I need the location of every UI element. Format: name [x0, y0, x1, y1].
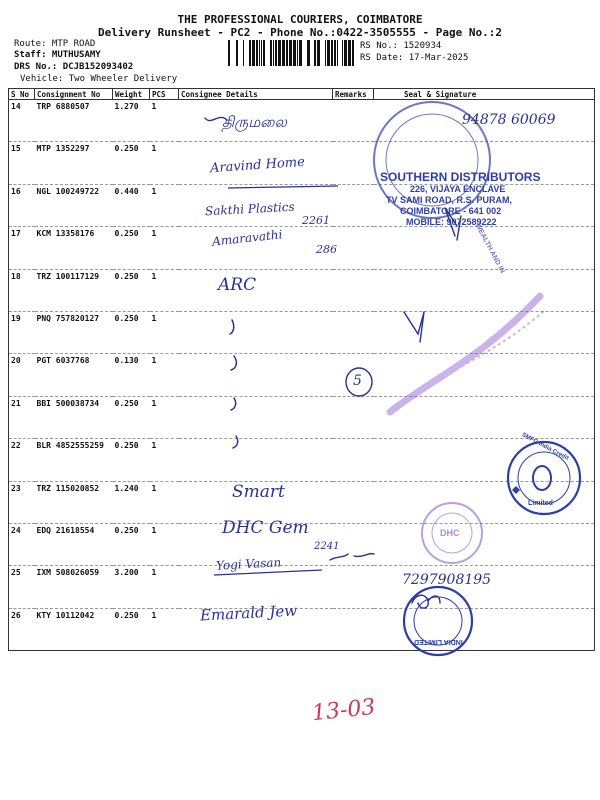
- row-sno: 15: [9, 142, 35, 184]
- southern-stamp-line3: COIMBATORE - 641 002: [400, 206, 502, 216]
- row-sno: 19: [9, 311, 35, 353]
- hw-row25: Yogi Vasan: [215, 555, 282, 573]
- row-consignment-no: KTY 10112042: [35, 608, 113, 650]
- staff-label: Staff: MUTHUSAMY: [14, 50, 101, 60]
- rs-date: RS Date: 17-Mar-2025: [360, 53, 469, 63]
- row-consignment-no: PGT 6037768: [35, 354, 113, 396]
- ditto-marks: [230, 320, 238, 448]
- row-weight: 0.250: [113, 227, 150, 269]
- row-pcs: 1: [150, 184, 179, 226]
- row-weight: 3.200: [113, 566, 150, 608]
- row-consignment-no: KCM 13358176: [35, 227, 113, 269]
- vehicle-label: Vehicle: Two Wheeler Delivery: [20, 74, 178, 84]
- col-sno: S No: [9, 89, 35, 100]
- hw-row25-num: 2241: [314, 541, 340, 552]
- row-sno: 22: [9, 439, 35, 481]
- smfg-stamp-text: SMFG India Credit: [520, 432, 570, 462]
- row-sno: 26: [9, 608, 35, 650]
- row-pcs: 1: [150, 100, 179, 142]
- row-weight: 0.250: [113, 439, 150, 481]
- india-limited-text: INDIA LIMITED: [414, 638, 463, 645]
- row-pcs: 1: [150, 396, 179, 438]
- col-consignee: Consignee Details: [179, 89, 333, 100]
- row-pcs: 1: [150, 481, 179, 523]
- hw-bottom-note: 13-03: [310, 694, 377, 727]
- wealth-stamp-text: WEALTH AND IN: [473, 222, 506, 275]
- hw-remarks-circle: 5: [353, 373, 362, 389]
- col-weight: Weight: [113, 89, 150, 100]
- drs-number: DRS No.: DCJB152093402: [14, 62, 134, 72]
- row-pcs: 1: [150, 608, 179, 650]
- row-sno: 14: [9, 100, 35, 142]
- row-sno: 25: [9, 566, 35, 608]
- row-sno: 21: [9, 396, 35, 438]
- hw-row14-name: திருமலை: [222, 113, 287, 131]
- row-pcs: 1: [150, 523, 179, 565]
- row-consignment-no: NGL 100249722: [35, 184, 113, 226]
- row-weight: 0.130: [113, 354, 150, 396]
- hw-row26: Emarald Jew: [199, 601, 298, 625]
- row-weight: 0.250: [113, 523, 150, 565]
- row-weight: 0.440: [113, 184, 150, 226]
- hw-row17-num: 286: [316, 243, 337, 256]
- southern-stamp-title: SOUTHERN DISTRIBUTORS: [380, 170, 541, 184]
- southern-stamp-line2: TV SAMI ROAD, R.S. PURAM,: [386, 195, 513, 205]
- row-weight: 0.250: [113, 311, 150, 353]
- row-weight: 1.270: [113, 100, 150, 142]
- col-remarks: Remarks: [333, 89, 374, 100]
- row-consignment-no: TRZ 100117129: [35, 269, 113, 311]
- row-consignment-no: BLR 4852555259: [35, 439, 113, 481]
- row-weight: 1.240: [113, 481, 150, 523]
- row-consignment-no: TRP 6880507: [35, 100, 113, 142]
- row-consignment-no: PNQ 757820127: [35, 311, 113, 353]
- col-consignment: Consignment No: [35, 89, 113, 100]
- row-weight: 0.250: [113, 396, 150, 438]
- hw-row25-phone: 7297908195: [402, 572, 492, 588]
- row-pcs: 1: [150, 227, 179, 269]
- row-consignment-no: MTP 1352297: [35, 142, 113, 184]
- row-weight: 0.250: [113, 269, 150, 311]
- row-pcs: 1: [150, 269, 179, 311]
- row-consignment-no: IXM 508026059: [35, 566, 113, 608]
- row-sno: 24: [9, 523, 35, 565]
- row-sno: 17: [9, 227, 35, 269]
- dhc-stamp-text: DHC: [440, 528, 460, 538]
- hw-row16: Sakthi Plastics: [204, 199, 295, 219]
- row-pcs: 1: [150, 311, 179, 353]
- row-pcs: 1: [150, 354, 179, 396]
- runsheet-subtitle: Delivery Runsheet - PC2 - Phone No.:0422-3505555 - Page No.:2: [98, 26, 502, 39]
- hw-row18: ARC: [218, 275, 257, 295]
- row-sno: 20: [9, 354, 35, 396]
- company-title: THE PROFESSIONAL COURIERS, COIMBATORE: [177, 13, 423, 26]
- hw-row14-phone: 94878 60069: [462, 112, 556, 128]
- hw-row23: Smart: [232, 482, 285, 502]
- row-sno: 23: [9, 481, 35, 523]
- row-consignment-no: EDQ 21618554: [35, 523, 113, 565]
- row-pcs: 1: [150, 566, 179, 608]
- col-pcs: PCS: [150, 89, 179, 100]
- hw-row24: DHC Gem: [222, 518, 309, 538]
- southern-stamp-line1: 226, VIJAYA ENCLAVE: [410, 184, 506, 194]
- row-weight: 0.250: [113, 608, 150, 650]
- row-weight: 0.250: [113, 142, 150, 184]
- violet-smear-stamp: [390, 296, 545, 412]
- hw-row16-num: 2261: [302, 214, 330, 227]
- southern-stamp-line4: MOBILE: 9072589222: [406, 217, 497, 227]
- row-sno: 18: [9, 269, 35, 311]
- route-label: Route: MTP ROAD: [14, 39, 96, 49]
- hw-row15: Aravind Home: [209, 154, 306, 177]
- rs-number: RS No.: 1520934: [360, 41, 442, 51]
- row-pcs: 1: [150, 142, 179, 184]
- col-seal: Seal & Signature: [374, 89, 595, 100]
- smfg-stamp-bottom: Limited: [528, 500, 553, 507]
- hw-row17: Amaravathi: [211, 227, 283, 249]
- row-consignment-no: TRZ 115020852: [35, 481, 113, 523]
- row-consignment-no: BBI 500038734: [35, 396, 113, 438]
- row-pcs: 1: [150, 439, 179, 481]
- row-sno: 16: [9, 184, 35, 226]
